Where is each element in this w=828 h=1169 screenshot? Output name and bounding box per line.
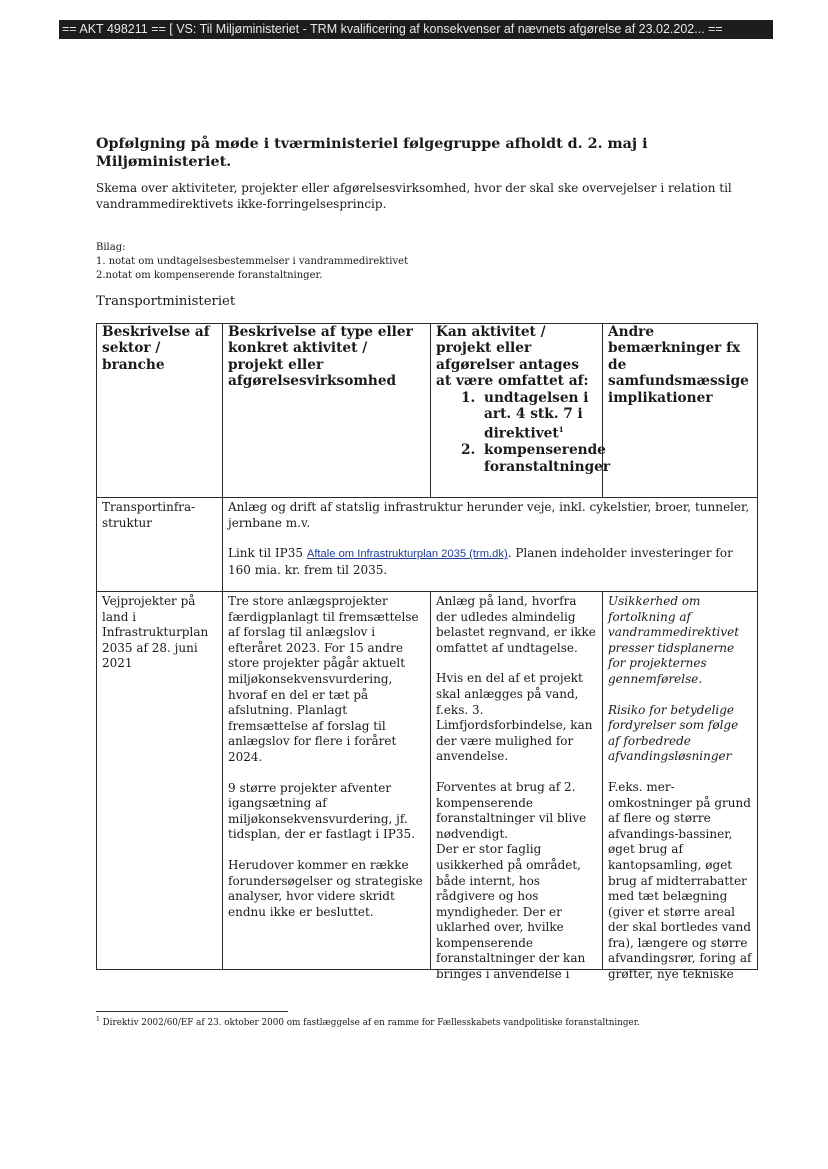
header-assessment — [431, 324, 611, 498]
ministry-heading: Transportministeriet — [96, 294, 236, 309]
footnote-ref: 1 — [558, 425, 564, 435]
footnote — [96, 1016, 640, 1028]
table-header-row — [97, 324, 758, 498]
header-assessment-intro: Kan aktivitet / projekt eller afgørelser antages at være omfattet af: — [436, 324, 589, 390]
assessment-paragraph: Der er stor faglig usikkerhed på området, både internt, hos rådgivere og hos myndigheder. Der er uklarhed over, hvilke kompenserende foranstaltninger der kan bringes i anvendelse i — [436, 842, 586, 982]
table-row — [97, 592, 758, 970]
header-option-exception: 1. undtagelsen i art. 4 stk. 7 i direktivet$^1$ — [480, 390, 597, 443]
remarks-paragraph: Usikkerhed om fortolkning af vandrammedirektivet presser tidsplanerne for projekternes gennemførelse. — [608, 594, 740, 686]
attachment-item: 2.notat om kompenserende foranstaltninger. — [96, 270, 323, 281]
activities-table — [96, 323, 758, 982]
cell-sector: Transportinfra-struktur — [97, 498, 223, 592]
header-bar-text: == AKT 498211 == [ VS: Til Miljøministeriet - TRM kvalificering af konsekvenser af nævnets afgørelse af 23.02.202... == — [62, 22, 723, 36]
attachments-label: Bilag: — [96, 242, 126, 253]
assessment-paragraph: Anlæg på land, hvorfra der udledes almindelig belastet regnvand, er ikke omfattet af undtagelse. — [436, 594, 596, 655]
cell-assessment — [431, 592, 603, 982]
ip35-agreement-link[interactable]: Aftale om Infrastrukturplan 2035 (trm.dk) — [306, 548, 508, 561]
infrastructure-link-paragraph: Link til IP35 Aftale om Infrastrukturplan 2035 (trm.dk). Planen indeholder investeringer for 160 mia. kr. frem til 2035. — [228, 546, 733, 577]
header-remarks: Andre bemærkninger fx de samfundsmæssige implikationer — [603, 324, 758, 498]
remarks-paragraph: F.eks. mer-omkostninger på grund af flere og større afvandings-bassiner, øget brug af kantopsamling, øget brug af midterrabatter med tæt belægning (giver et større areal der skal bortledes vand fra), længere og større afvandingsrør, foring af grøfter, nye tekniske — [608, 779, 752, 982]
assessment-paragraph: Hvis en del af et projekt skal anlægges på vand, f.eks. 3. Limfjordsforbindelse, kan der være mulighed for anvendelse. — [436, 671, 593, 764]
footnote-text: Direktiv 2002/60/EF af 23. oktober 2000 om fastlæggelse af en ramme for Fællesskabets vandpolitiske foranstaltninger. — [102, 1017, 640, 1028]
attachments-list — [96, 241, 408, 283]
cell-activity — [223, 592, 431, 970]
header-option-compensation: 2. kompenserende foranstaltninger — [480, 442, 597, 475]
activity-paragraph: 9 større projekter afventer igangsætning af miljøkonsekvensvurdering, jf. tidsplan, der er fastlagt i IP35. — [228, 780, 415, 842]
cell-sector: Vejprojekter på land i Infrastrukturplan 2035 af 28. juni 2021 — [97, 592, 223, 970]
remarks-paragraph: Risiko for betydelige fordyrelser som følge af forbedrede afvandingsløsninger — [608, 702, 739, 764]
header-activity: Beskrivelse af type eller konkret aktivitet / projekt eller afgørelsesvirksomhed — [223, 324, 431, 498]
footnote-number: 1 — [96, 1016, 100, 1023]
activity-paragraph: Tre store anlægsprojekter færdigplanlagt til fremsættelse af forslag til anlægslov i efteråret 2023. For 15 andre store projekter pågår aktuelt miljøkonsekvensvurdering, hvoraf en del er tæt på afslutning. Planlagt fremsættelse af forslag til anlægslov for flere i foråret 2024. — [228, 594, 419, 764]
assessment-paragraph: Forventes at brug af 2. kompenserende foranstaltninger vil blive nødvendigt. — [436, 779, 587, 841]
footnote-separator — [96, 1011, 288, 1012]
intro-paragraph: Skema over aktiviteter, projekter eller afgørelsesvirksomhed, hvor der skal ske overvejelser i relation til vandrammedirektivets ikke-forringelsesprincip. — [96, 181, 732, 211]
cell-infrastructure-description — [223, 498, 758, 592]
document-header-bar — [59, 20, 773, 39]
infrastructure-description: Anlæg og drift af statslig infrastruktur herunder veje, inkl. cykelstier, broer, tunneler, jernbane m.v. — [228, 500, 750, 530]
header-sector: Beskrivelse af sektor / branche — [97, 324, 223, 498]
page-title: Opfølgning på møde i tværministeriel følgegruppe afholdt d. 2. maj i Miljøministeriet. — [96, 136, 648, 170]
attachment-item: 1. notat om undtagelsesbestemmelser i vandrammedirektivet — [96, 256, 409, 267]
header-assessment-options — [436, 389, 611, 476]
activity-paragraph: Herudover kommer en række forundersøgelser og strategiske analyser, hvor videre skridt endnu ikke er besluttet. — [228, 857, 423, 919]
table-row — [97, 498, 758, 592]
cell-remarks — [603, 592, 758, 982]
